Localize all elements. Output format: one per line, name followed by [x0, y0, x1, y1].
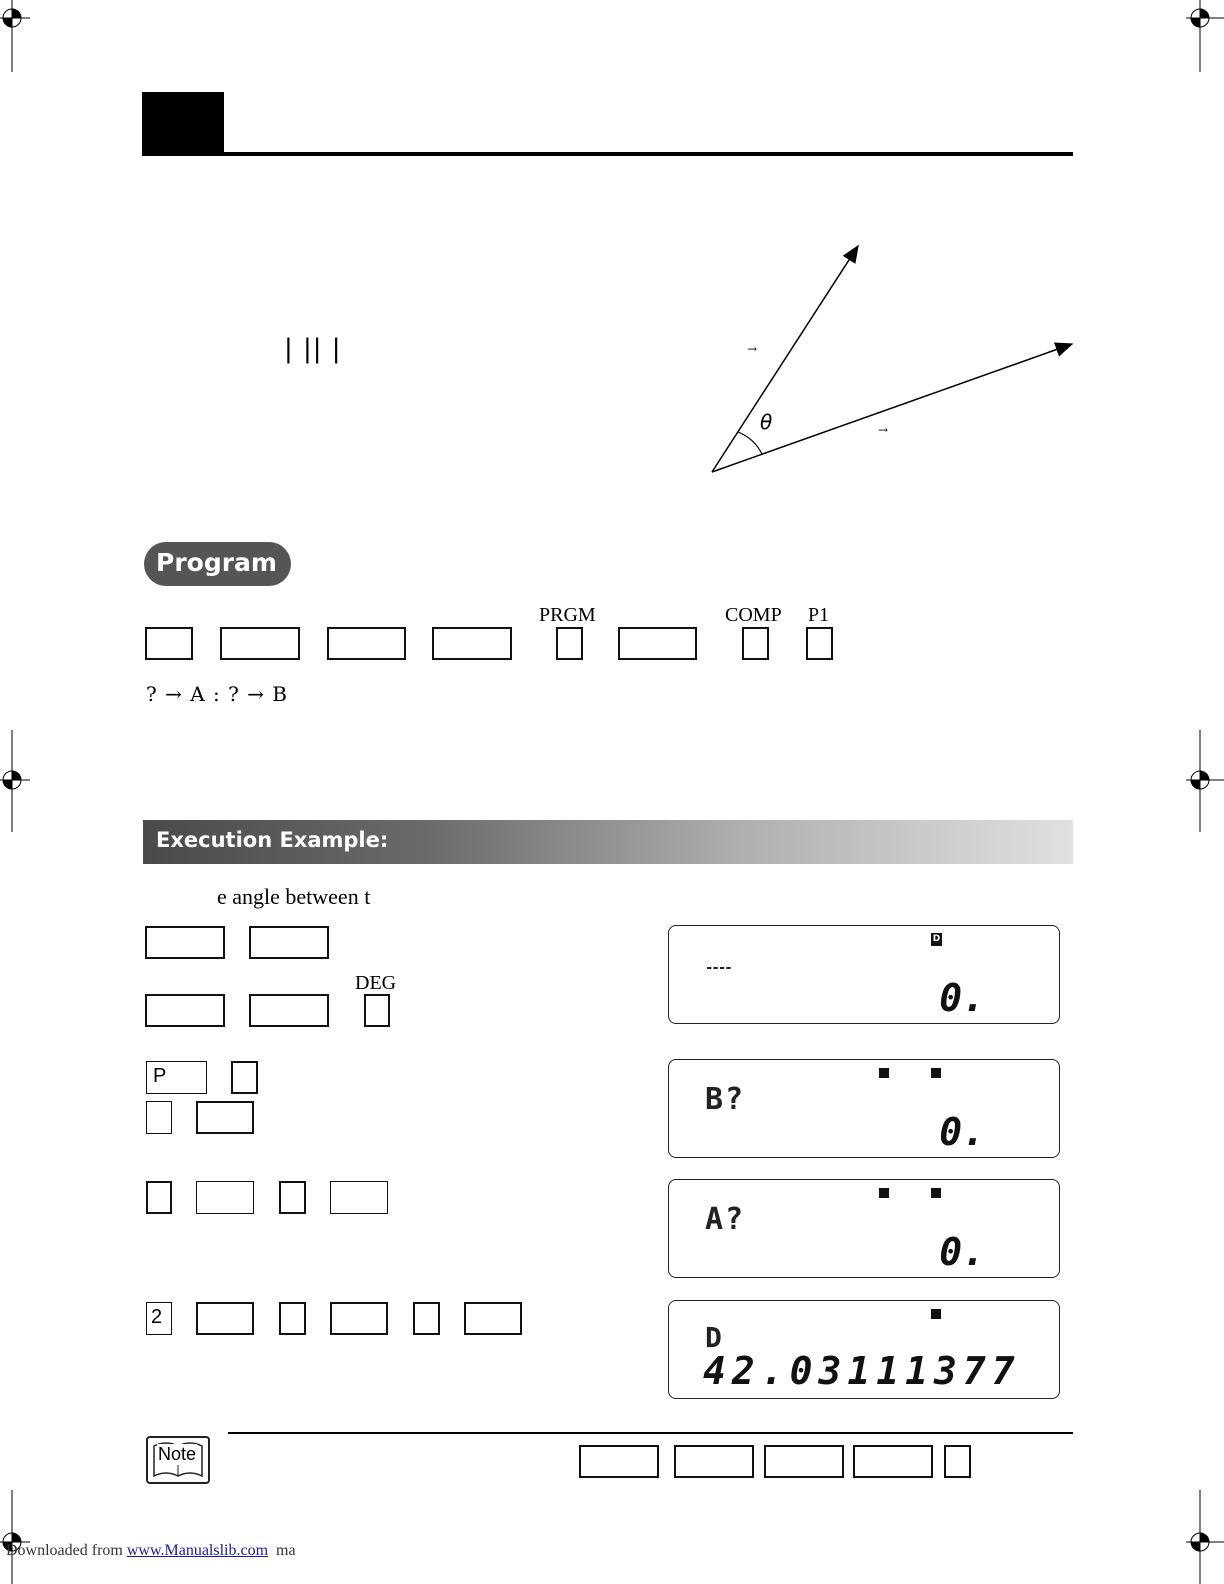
step4-key-6[interactable]	[464, 1302, 522, 1335]
lcd-degree-indicator: D	[932, 934, 941, 944]
lcd-indicator-square	[931, 1068, 941, 1078]
note-key-4[interactable]	[853, 1445, 933, 1478]
theta-label: θ	[760, 410, 773, 434]
footer-download-text	[6, 1542, 296, 1560]
two-key[interactable]	[146, 1302, 172, 1335]
step4-key-3[interactable]	[279, 1302, 306, 1335]
footer-suffix-text: ma	[276, 1542, 296, 1559]
lcd-screen-3	[668, 1179, 1060, 1278]
lcd-prompt-text: B?	[705, 1082, 746, 1117]
execution-band-title: Execution Example:	[156, 828, 389, 852]
note-key-3[interactable]	[764, 1445, 844, 1478]
lcd-screen-2	[668, 1059, 1060, 1158]
manualslib-link[interactable]: www.Manualslib.com	[126, 1542, 269, 1559]
vector-a-line	[712, 246, 858, 472]
p-key-label: P	[153, 1065, 167, 1087]
step1-key-3[interactable]	[145, 994, 225, 1027]
step3-key-2[interactable]	[196, 1181, 254, 1214]
note-icon-label: Note	[158, 1444, 197, 1464]
note-key-5[interactable]	[944, 1445, 971, 1478]
vector-a-arrow: →	[747, 342, 758, 356]
note-rule	[228, 1432, 1073, 1434]
lcd-value: 42.03111377	[703, 1349, 1021, 1393]
step3-key-3[interactable]	[279, 1181, 306, 1214]
comp-key[interactable]	[742, 627, 769, 660]
step4-key-4[interactable]	[330, 1302, 388, 1335]
deg-key-label: DEG	[355, 972, 397, 994]
lcd-screen-4	[668, 1300, 1060, 1399]
note-key-2[interactable]	[674, 1445, 754, 1478]
program-badge-label: Program	[156, 548, 277, 577]
header-rule	[142, 152, 1073, 156]
lcd-indicator-square	[931, 1188, 941, 1198]
step2-key-3[interactable]	[146, 1101, 172, 1134]
program-key-3[interactable]	[327, 627, 406, 660]
lcd-value: 0.	[939, 1110, 985, 1154]
lcd-indicator-square	[879, 1188, 889, 1198]
step4-key-5[interactable]	[413, 1302, 440, 1335]
angle-arc	[738, 432, 762, 454]
p1-key[interactable]	[806, 627, 833, 660]
step4-key-2[interactable]	[196, 1302, 254, 1335]
p1-key-label: P1	[808, 604, 830, 626]
vector-diagram	[700, 236, 1080, 486]
program-key-5[interactable]	[618, 627, 697, 660]
footer-suffix	[268, 1542, 276, 1559]
lcd-prompt-text: D	[705, 1321, 724, 1354]
p-key[interactable]	[146, 1061, 207, 1094]
program-key-1[interactable]	[145, 627, 193, 660]
header-black-block	[142, 92, 224, 154]
formula-bars: | || |	[284, 334, 342, 364]
execution-description: e angle between t	[217, 884, 371, 909]
comp-key-label: COMP	[725, 604, 782, 626]
program-key-4[interactable]	[432, 627, 512, 660]
vector-b-arrow: →	[878, 423, 889, 437]
lcd-value: 0.	[939, 1230, 985, 1274]
lcd-screen-1	[668, 925, 1060, 1024]
deg-key[interactable]	[364, 994, 390, 1027]
note-key-1[interactable]	[579, 1445, 659, 1478]
vector-b-line	[712, 344, 1072, 472]
step1-key-4[interactable]	[249, 994, 329, 1027]
prgm-key[interactable]	[556, 627, 583, 660]
footer-prefix: Downloaded from	[6, 1542, 127, 1559]
lcd-indicator-square	[879, 1068, 889, 1078]
step2-key-2[interactable]	[231, 1061, 258, 1094]
program-key-2[interactable]	[220, 627, 300, 660]
prgm-key-label: PRGM	[539, 604, 596, 626]
lcd-prompt-text: ----	[705, 960, 731, 976]
step1-key-2[interactable]	[249, 926, 329, 959]
lcd-value: 0.	[939, 976, 985, 1020]
lcd-indicator-square	[931, 1309, 941, 1319]
note-icon	[146, 1436, 210, 1484]
step2-key-4[interactable]	[196, 1101, 254, 1134]
step3-key-1[interactable]	[146, 1181, 172, 1214]
step1-key-1[interactable]	[145, 926, 225, 959]
step3-key-4[interactable]	[330, 1181, 388, 1214]
program-code-line: ? → A : ? → B	[146, 682, 288, 706]
two-key-label: 2	[151, 1306, 163, 1328]
lcd-prompt-text: A?	[705, 1202, 746, 1237]
